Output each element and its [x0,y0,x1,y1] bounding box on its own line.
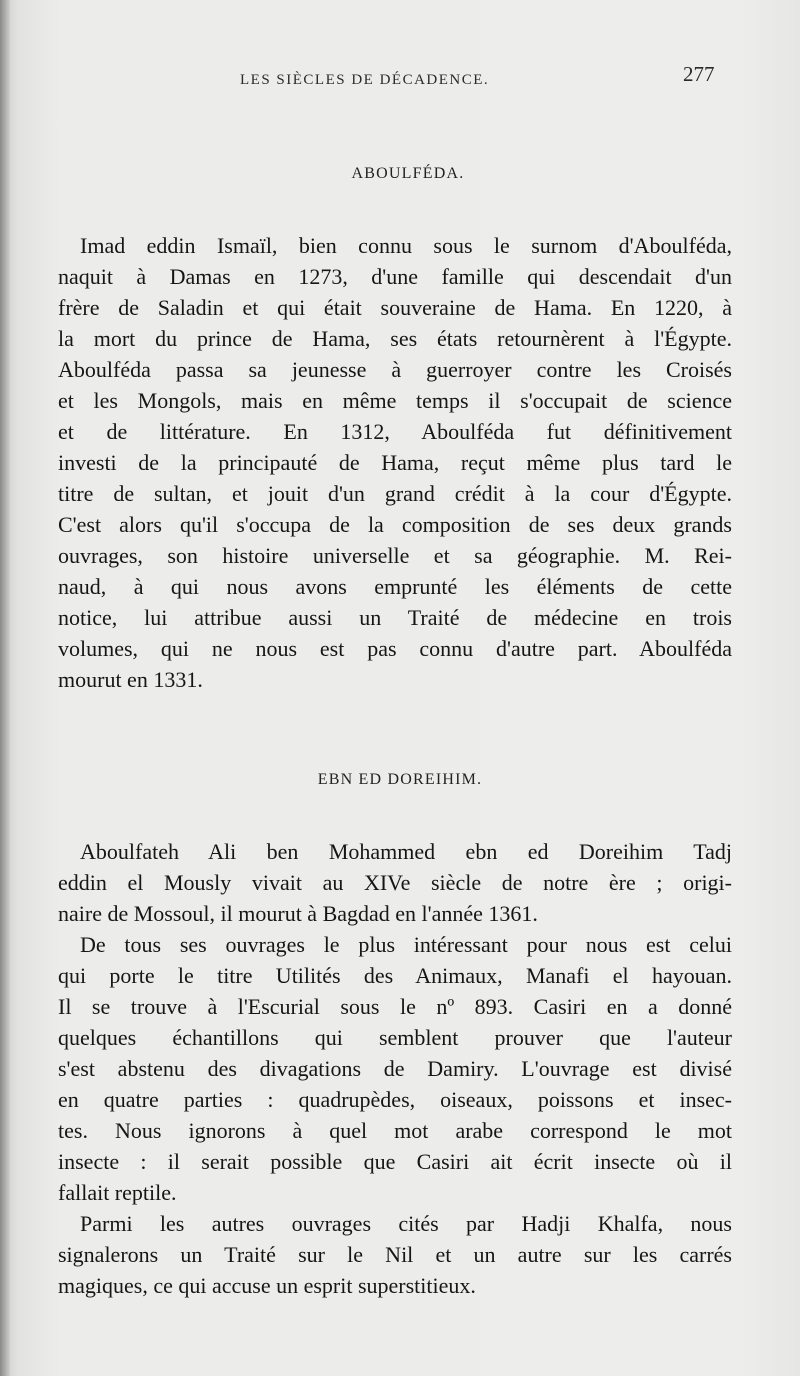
text-line: Il se trouve à l'Escurial sous le nº 893. Casiri en a donné [58,994,732,1019]
paragraph-ebn-ed-doreihim [58,836,732,1301]
text-line: frère de Saladin et qui était souveraine de Hama. En 1220, à [58,295,732,320]
text-line: mourut en 1331. [58,667,203,692]
text-line: titre de sultan, et jouit d'un grand crédit à la cour d'Égypte. [58,481,732,506]
text-line: investi de la principauté de Hama, reçut même plus tard le [58,450,732,475]
section-heading-aboulfeda: ABOULFÉDA. [351,165,465,182]
text-line: et de littérature. En 1312, Aboulféda fut définitivement [58,419,732,444]
text-line: insecte : il serait possible que Casiri ait écrit insecte où il [58,1149,732,1174]
paragraph-aboulfeda [58,230,732,695]
text-line: naquit à Damas en 1273, d'une famille qui descendait d'un [58,264,732,289]
text-line: magiques, ce qui accuse un esprit superstitieux. [58,1273,476,1298]
text-line: signalerons un Traité sur le Nil et un autre sur les carrés [58,1242,732,1267]
text-line: en quatre parties : quadrupèdes, oiseaux, poissons et insec- [58,1087,732,1112]
text-line: et les Mongols, mais en même temps il s'occupait de science [58,388,732,413]
text-line: notice, lui attribue aussi un Traité de médecine en trois [58,605,732,630]
text-line: Aboulféda passa sa jeunesse à guerroyer contre les Croisés [58,357,732,382]
text-line: qui porte le titre Utilités des Animaux, Manafi el hayouan. [58,963,732,988]
running-head: LES SIÈCLES DE DÉCADENCE. [240,72,490,88]
text-line: tes. Nous ignorons à quel mot arabe correspond le mot [58,1118,732,1143]
text-line: Imad eddin Ismaïl, bien connu sous le surnom d'Aboulféda, [80,233,732,258]
page-number: 277 [683,62,715,86]
text-line: Aboulfateh Ali ben Mohammed ebn ed Doreihim Tadj [80,839,732,864]
text-line: C'est alors qu'il s'occupa de la composition de ses deux grands [58,512,732,537]
text-line: fallait reptile. [58,1180,177,1205]
page-spine-shadow [0,0,10,1376]
section-heading-ebn-ed-doreihim: EBN ED DOREIHIM. [317,771,483,788]
text-line: ouvrages, son histoire universelle et sa géographie. M. Rei- [58,543,732,568]
text-line: eddin el Mously vivait au XIVe siècle de notre ère ; origi- [58,870,732,895]
text-line: naire de Mossoul, il mourut à Bagdad en l'année 1361. [58,901,538,926]
text-line: la mort du prince de Hama, ses états retournèrent à l'Égypte. [58,326,732,351]
text-line: volumes, qui ne nous est pas connu d'autre part. Aboulféda [58,636,732,661]
text-line: De tous ses ouvrages le plus intéressant pour nous est celui [80,932,732,957]
text-line: quelques échantillons qui semblent prouver que l'auteur [58,1025,732,1050]
text-line: s'est abstenu des divagations de Damiry. L'ouvrage est divisé [58,1056,732,1081]
text-line: naud, à qui nous avons emprunté les éléments de cette [58,574,732,599]
text-line: Parmi les autres ouvrages cités par Hadji Khalfa, nous [80,1211,732,1236]
